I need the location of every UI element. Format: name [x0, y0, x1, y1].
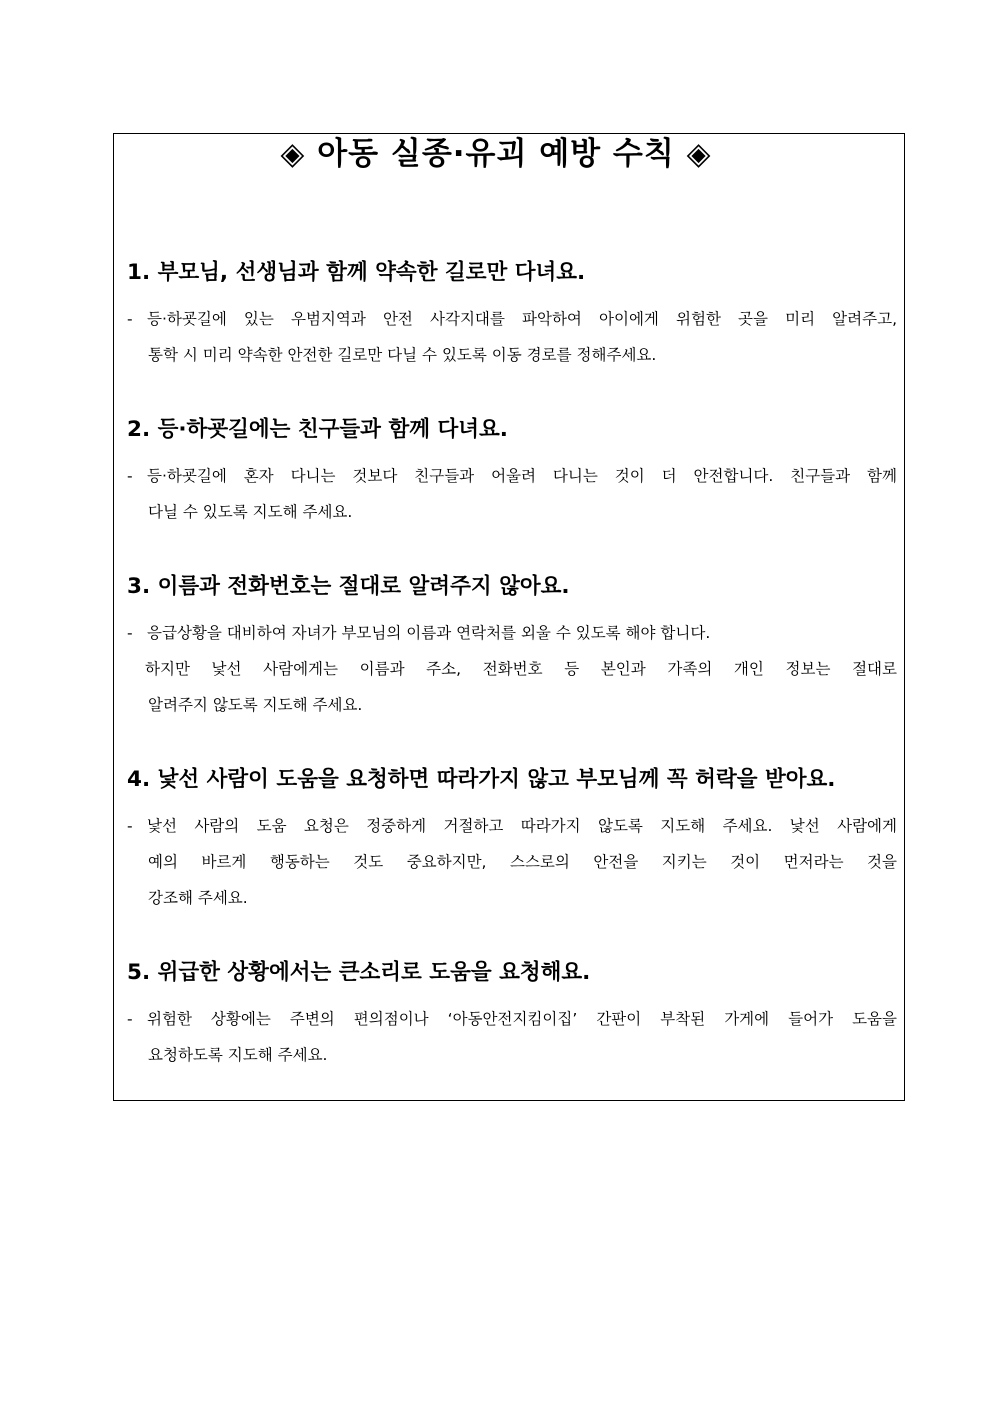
rule-section-2	[127, 415, 897, 530]
description-line: 위험한 상황에는 주변의 편의점이나 ‘아동안전지킴이집’ 간판이 부착된 가게에 들어가 도움을	[147, 1010, 897, 1028]
rule-description	[127, 808, 897, 916]
description-line: 알려주지 않도록 지도해 주세요.	[148, 696, 363, 714]
description-line: 등·하굣길에 있는 우범지역과 안전 사각지대를 파악하여 아이에게 위험한 곳을 미리 알려주고,	[147, 310, 897, 328]
rule-section-3	[127, 572, 897, 723]
rule-heading: 2. 등·하굣길에는 친구들과 함께 다녀요.	[127, 417, 508, 442]
list-dash: -	[127, 467, 133, 485]
rule-description	[127, 301, 897, 373]
description-line: 응급상황을 대비하여 자녀가 부모님의 이름과 연락처를 외울 수 있도록 해야 합니다.	[147, 624, 711, 642]
rule-heading: 4. 낯선 사람이 도움을 요청하면 따라가지 않고 부모님께 꼭 허락을 받아요.	[127, 767, 836, 792]
description-line: 통학 시 미리 약속한 안전한 길로만 다닐 수 있도록 이동 경로를 정해주세요.	[148, 346, 657, 364]
diamond-ornament-icon: ◈	[280, 136, 306, 172]
rule-description	[127, 458, 897, 530]
description-line: 요청하도록 지도해 주세요.	[148, 1046, 328, 1064]
description-line: 강조해 주세요.	[148, 889, 248, 907]
rule-section-1	[127, 258, 897, 373]
description-line: 등·하굣길에 혼자 다니는 것보다 친구들과 어울려 다니는 것이 더 안전합니다. 친구들과 함께	[147, 467, 897, 485]
description-line: 예의 바르게 행동하는 것도 중요하지만, 스스로의 안전을 지키는 것이 먼저라는 것을	[148, 853, 897, 871]
rule-section-4	[127, 765, 897, 916]
description-line: 낯선 사람의 도움 요청은 정중하게 거절하고 따라가지 않도록 지도해 주세요. 낯선 사람에게	[147, 817, 897, 835]
rule-section-5	[127, 958, 897, 1073]
list-dash: -	[127, 1010, 133, 1028]
rule-heading: 5. 위급한 상황에서는 큰소리로 도움을 요청해요.	[127, 960, 591, 985]
rule-description	[127, 615, 897, 723]
description-line: 하지만 낯선 사람에게는 이름과 주소, 전화번호 등 본인과 가족의 개인 정보는 절대로	[145, 660, 897, 678]
list-dash: -	[127, 310, 133, 328]
rule-heading: 1. 부모님, 선생님과 함께 약속한 길로만 다녀요.	[127, 260, 586, 285]
rule-description	[127, 1001, 897, 1073]
list-dash: -	[127, 624, 133, 642]
rule-heading: 3. 이름과 전화번호는 절대로 알려주지 않아요.	[127, 574, 570, 599]
description-line: 다닐 수 있도록 지도해 주세요.	[148, 503, 353, 521]
diamond-ornament-icon: ◈	[686, 136, 712, 172]
page-title	[0, 130, 992, 178]
list-dash: -	[127, 817, 133, 835]
page-title-text: 아동 실종·유괴 예방 수칙	[317, 136, 675, 172]
